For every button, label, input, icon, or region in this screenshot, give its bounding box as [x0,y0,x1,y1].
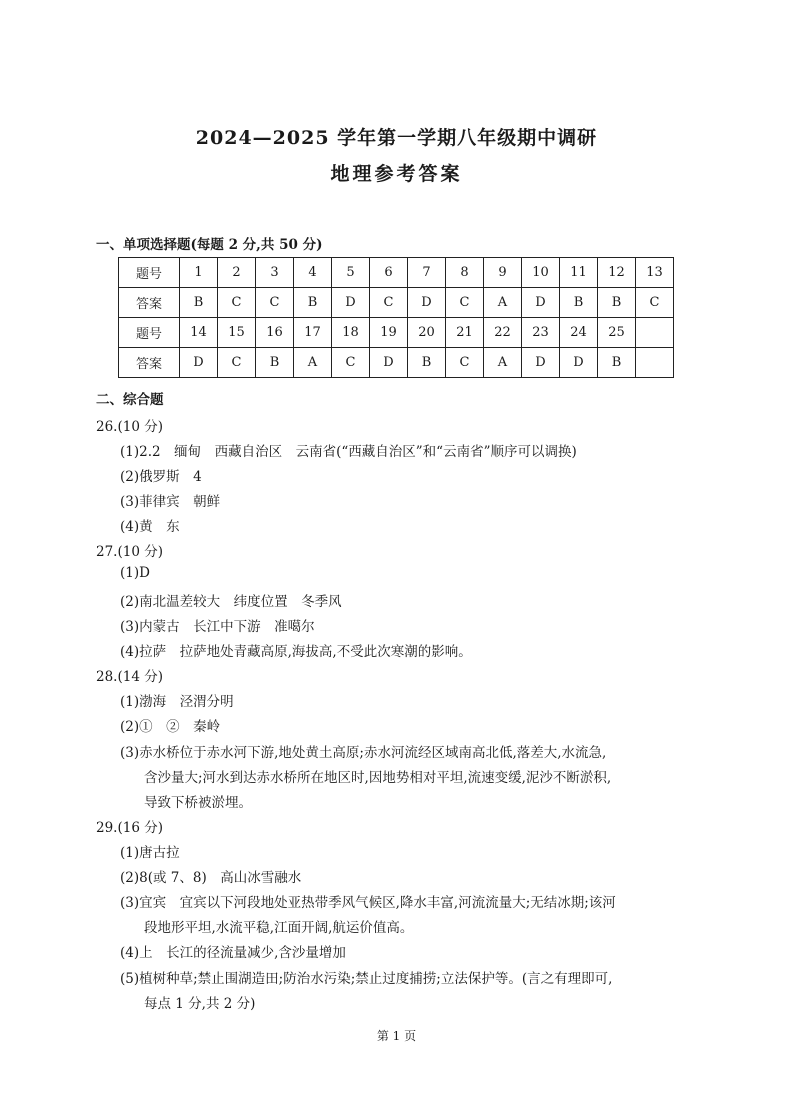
table-cell: C [370,288,408,318]
answer-table [118,257,674,378]
table-cell: A [294,348,332,378]
table-cell: D [522,348,560,378]
q29-answer-3-line-2: 段地形平坦,水流平稳,江面开阔,航运价值高。 [144,920,414,936]
table-cell: C [446,348,484,378]
table-cell: 5 [332,258,370,288]
table-cell: 8 [446,258,484,288]
table-cell: 6 [370,258,408,288]
q26-answer-4: (4)黄 东 [120,519,180,535]
q28-answer-3-line-1: (3)赤水桥位于赤水河下游,地处黄土高原;赤水河流经区域南高北低,落差大,水流急, [120,745,607,761]
table-cell: A [484,288,522,318]
page-title: 2024—2025 学年第一学期八年级期中调研 [195,127,598,149]
section1-heading: 一、单项选择题(每题 2 分,共 50 分) [96,237,323,253]
table-cell: D [560,348,598,378]
table-cell: B [256,348,294,378]
q26-answer-1: (1)2.2 缅甸 西藏自治区 云南省(“西藏自治区”和“云南省”顺序可以调换) [120,444,577,460]
table-cell: D [408,288,446,318]
table-row-question-numbers [119,318,674,348]
table-cell: 20 [408,318,446,348]
table-cell: C [218,288,256,318]
q28-answer-3-line-2: 含沙量大;河水到达赤水桥所在地区时,因地势相对平坦,流速变缓,泥沙不断淤积, [144,770,612,786]
table-cell: D [332,288,370,318]
table-cell: 19 [370,318,408,348]
table-cell: 23 [522,318,560,348]
table-cell: C [256,288,294,318]
table-cell: D [522,288,560,318]
table-cell: 7 [408,258,446,288]
table-cell: 17 [294,318,332,348]
table-cell: 4 [294,258,332,288]
q28-heading: 28.(14 分) [96,669,163,685]
q27-answer-4: (4)拉萨 拉萨地处青藏高原,海拔高,不受此次寒潮的影响。 [120,644,472,660]
table-cell: 25 [598,318,636,348]
table-cell: B [408,348,446,378]
table-cell: 21 [446,318,484,348]
table-cell: 9 [484,258,522,288]
table-row-question-numbers [119,258,674,288]
q29-answer-2: (2)8(或 7、8) 高山冰雪融水 [120,870,302,886]
table-cell: B [598,288,636,318]
table-cell: B [294,288,332,318]
table-cell: B [560,288,598,318]
table-cell [636,348,674,378]
q28-answer-2: (2)① ② 秦岭 [120,719,221,735]
q29-answer-4: (4)上 长江的径流量减少,含沙量增加 [120,945,346,961]
q27-answer-1: (1)D [120,565,150,581]
table-cell: 18 [332,318,370,348]
table-cell: D [180,348,218,378]
table-cell: 1 [180,258,218,288]
table-cell: A [484,348,522,378]
table-cell: B [598,348,636,378]
section2-heading: 二、综合题 [96,392,164,408]
table-cell: C [332,348,370,378]
table-cell: D [370,348,408,378]
table-row-answers [119,288,674,318]
table-cell: C [446,288,484,318]
table-cell: C [636,288,674,318]
table-cell: 12 [598,258,636,288]
page-number: 第 1 页 [376,1029,417,1043]
table-cell: 16 [256,318,294,348]
table-cell: 24 [560,318,598,348]
q26-heading: 26.(10 分) [96,419,163,435]
table-cell: 11 [560,258,598,288]
table-cell [636,318,674,348]
q29-answer-5-line-2: 每点 1 分,共 2 分) [144,996,256,1012]
table-cell: 22 [484,318,522,348]
table-row-header: 答案 [119,348,180,378]
q26-answer-2: (2)俄罗斯 4 [120,469,202,485]
table-row-header: 题号 [119,258,180,288]
table-cell: 10 [522,258,560,288]
page-subtitle: 地理参考答案 [330,163,463,185]
q27-answer-3: (3)内蒙古 长江中下游 准噶尔 [120,619,315,635]
table-row-answers [119,348,674,378]
q26-answer-3: (3)菲律宾 朝鲜 [120,494,221,510]
table-cell: 14 [180,318,218,348]
table-cell: 3 [256,258,294,288]
q27-heading: 27.(10 分) [96,544,163,560]
table-cell: 2 [218,258,256,288]
table-cell: B [180,288,218,318]
table-cell: 13 [636,258,674,288]
q28-answer-3-line-3: 导致下桥被淤埋。 [144,795,252,811]
q28-answer-1: (1)渤海 泾渭分明 [120,694,234,710]
q27-answer-2: (2)南北温差较大 纬度位置 冬季风 [120,594,342,610]
q29-answer-1: (1)唐古拉 [120,845,180,861]
table-cell: 15 [218,318,256,348]
table-cell: C [218,348,256,378]
table-row-header: 题号 [119,318,180,348]
q29-heading: 29.(16 分) [96,820,163,836]
table-row-header: 答案 [119,288,180,318]
q29-answer-5-line-1: (5)植树种草;禁止围湖造田;防治水污染;禁止过度捕捞;立法保护等。(言之有理即可, [120,971,613,987]
q29-answer-3-line-1: (3)宜宾 宜宾以下河段地处亚热带季风气候区,降水丰富,河流流量大;无结冰期;该河 [120,895,616,911]
